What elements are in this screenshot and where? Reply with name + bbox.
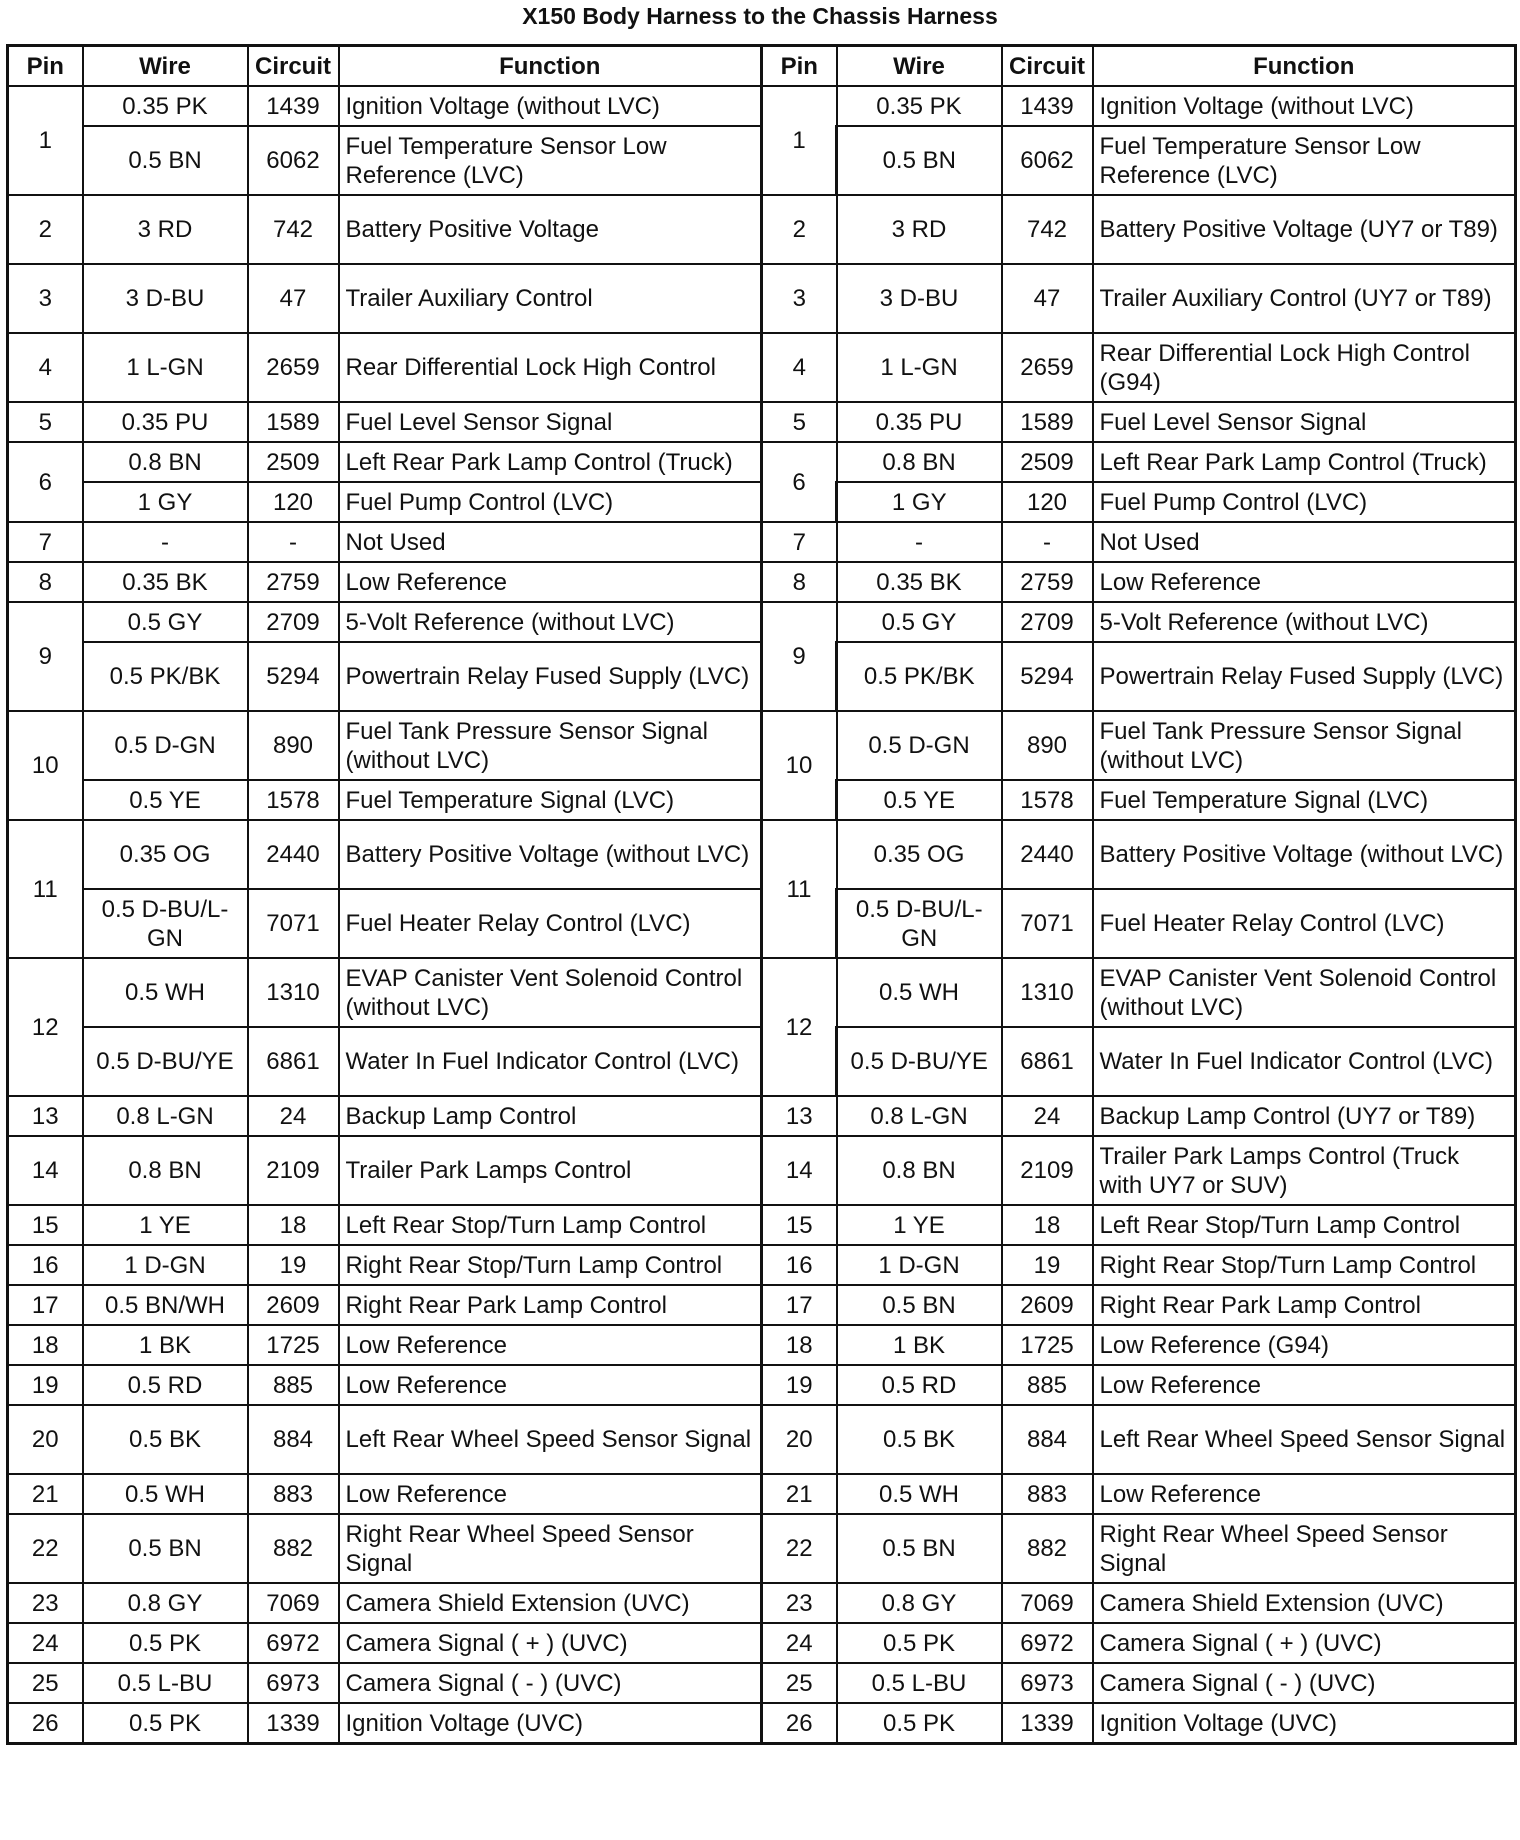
wire-cell: 0.5 D-BU/L-GN bbox=[83, 889, 248, 958]
circuit-cell: 2109 bbox=[1002, 1136, 1093, 1205]
pin-cell: 14 bbox=[8, 1136, 83, 1205]
wire-cell: 1 L-GN bbox=[837, 333, 1002, 402]
circuit-cell: 2509 bbox=[248, 442, 339, 482]
circuit-cell: 1589 bbox=[1002, 402, 1093, 442]
function-cell: 5-Volt Reference (without LVC) bbox=[1093, 602, 1516, 642]
circuit-cell: 742 bbox=[1002, 195, 1093, 264]
table-row bbox=[8, 958, 1516, 1027]
wire-cell: 0.8 L-GN bbox=[837, 1096, 1002, 1136]
pin-cell: 25 bbox=[762, 1663, 837, 1703]
function-cell: Low Reference bbox=[1093, 1365, 1516, 1405]
header-circuit-left: Circuit bbox=[248, 46, 339, 87]
circuit-cell: 6861 bbox=[248, 1027, 339, 1096]
function-cell: Fuel Pump Control (LVC) bbox=[1093, 482, 1516, 522]
circuit-cell: 884 bbox=[1002, 1405, 1093, 1474]
function-cell: Right Rear Stop/Turn Lamp Control bbox=[339, 1245, 762, 1285]
circuit-cell: 2659 bbox=[1002, 333, 1093, 402]
wire-cell: 0.5 RD bbox=[83, 1365, 248, 1405]
circuit-cell: 6861 bbox=[1002, 1027, 1093, 1096]
pin-cell: 24 bbox=[762, 1623, 837, 1663]
circuit-cell: 2509 bbox=[1002, 442, 1093, 482]
table-row bbox=[8, 1663, 1516, 1703]
wire-cell: - bbox=[83, 522, 248, 562]
function-cell: Low Reference bbox=[339, 562, 762, 602]
pin-cell: 1 bbox=[8, 86, 83, 195]
table-row bbox=[8, 1325, 1516, 1365]
function-cell: Powertrain Relay Fused Supply (LVC) bbox=[1093, 642, 1516, 711]
function-cell: 5-Volt Reference (without LVC) bbox=[339, 602, 762, 642]
table-row bbox=[8, 522, 1516, 562]
function-cell: Fuel Heater Relay Control (LVC) bbox=[339, 889, 762, 958]
table-row bbox=[8, 1136, 1516, 1205]
table-title: X150 Body Harness to the Chassis Harness bbox=[522, 3, 998, 29]
table-row bbox=[8, 402, 1516, 442]
wire-cell: 0.35 PU bbox=[83, 402, 248, 442]
wire-cell: 0.5 YE bbox=[83, 780, 248, 820]
function-cell: Battery Positive Voltage (UY7 or T89) bbox=[1093, 195, 1516, 264]
circuit-cell: 1578 bbox=[1002, 780, 1093, 820]
circuit-cell: 7069 bbox=[248, 1583, 339, 1623]
pin-cell: 1 bbox=[762, 86, 837, 195]
function-cell: Right Rear Park Lamp Control bbox=[339, 1285, 762, 1325]
table-row bbox=[8, 442, 1516, 482]
pin-cell: 22 bbox=[8, 1514, 83, 1583]
wire-cell: 0.5 WH bbox=[83, 958, 248, 1027]
table-row bbox=[8, 602, 1516, 642]
function-cell: Ignition Voltage (without LVC) bbox=[1093, 86, 1516, 126]
wire-cell: 1 YE bbox=[837, 1205, 1002, 1245]
circuit-cell: 882 bbox=[248, 1514, 339, 1583]
pin-cell: 10 bbox=[762, 711, 837, 820]
table-row bbox=[8, 86, 1516, 126]
function-cell: Low Reference bbox=[339, 1365, 762, 1405]
function-cell: Trailer Park Lamps Control (Truck with UY7 or SUV) bbox=[1093, 1136, 1516, 1205]
function-cell: Left Rear Wheel Speed Sensor Signal bbox=[1093, 1405, 1516, 1474]
circuit-cell: 7071 bbox=[1002, 889, 1093, 958]
circuit-cell: 742 bbox=[248, 195, 339, 264]
wire-cell: 0.5 PK bbox=[837, 1703, 1002, 1744]
circuit-cell: 1310 bbox=[1002, 958, 1093, 1027]
wire-cell: 1 YE bbox=[83, 1205, 248, 1245]
function-cell: Trailer Park Lamps Control bbox=[339, 1136, 762, 1205]
wire-cell: 0.8 BN bbox=[83, 442, 248, 482]
pin-cell: 16 bbox=[8, 1245, 83, 1285]
circuit-cell: 47 bbox=[248, 264, 339, 333]
wire-cell: 1 GY bbox=[83, 482, 248, 522]
header-circuit-right: Circuit bbox=[1002, 46, 1093, 87]
function-cell: Battery Positive Voltage (without LVC) bbox=[339, 820, 762, 889]
wire-cell: 0.8 GY bbox=[83, 1583, 248, 1623]
table-row bbox=[8, 195, 1516, 264]
circuit-cell: 890 bbox=[248, 711, 339, 780]
pin-cell: 3 bbox=[8, 264, 83, 333]
function-cell: Battery Positive Voltage (without LVC) bbox=[1093, 820, 1516, 889]
wire-cell: 0.5 BN/WH bbox=[83, 1285, 248, 1325]
circuit-cell: 1339 bbox=[1002, 1703, 1093, 1744]
header-pin-left: Pin bbox=[8, 46, 83, 87]
wire-cell: 3 D-BU bbox=[837, 264, 1002, 333]
wire-cell: 0.5 GY bbox=[83, 602, 248, 642]
circuit-cell: 120 bbox=[248, 482, 339, 522]
pin-cell: 2 bbox=[8, 195, 83, 264]
wire-cell: 1 D-GN bbox=[83, 1245, 248, 1285]
function-cell: Backup Lamp Control (UY7 or T89) bbox=[1093, 1096, 1516, 1136]
function-cell: Camera Shield Extension (UVC) bbox=[339, 1583, 762, 1623]
circuit-cell: 19 bbox=[1002, 1245, 1093, 1285]
wire-cell: 0.5 PK bbox=[837, 1623, 1002, 1663]
circuit-cell: 2759 bbox=[248, 562, 339, 602]
header-pin-right: Pin bbox=[762, 46, 837, 87]
circuit-cell: 2709 bbox=[248, 602, 339, 642]
wire-cell: 0.5 PK/BK bbox=[837, 642, 1002, 711]
pin-cell: 26 bbox=[762, 1703, 837, 1744]
pin-cell: 12 bbox=[8, 958, 83, 1096]
pin-cell: 13 bbox=[8, 1096, 83, 1136]
circuit-cell: 2440 bbox=[1002, 820, 1093, 889]
wire-cell: 0.5 BK bbox=[837, 1405, 1002, 1474]
function-cell: Backup Lamp Control bbox=[339, 1096, 762, 1136]
circuit-cell: 885 bbox=[1002, 1365, 1093, 1405]
wire-cell: 0.5 D-BU/L-GN bbox=[837, 889, 1002, 958]
function-cell: Water In Fuel Indicator Control (LVC) bbox=[339, 1027, 762, 1096]
function-cell: Left Rear Stop/Turn Lamp Control bbox=[1093, 1205, 1516, 1245]
table-row bbox=[8, 820, 1516, 889]
pin-cell: 3 bbox=[762, 264, 837, 333]
wire-cell: 0.5 BN bbox=[83, 1514, 248, 1583]
pin-cell: 21 bbox=[762, 1474, 837, 1514]
circuit-cell: 1310 bbox=[248, 958, 339, 1027]
circuit-cell: 2609 bbox=[1002, 1285, 1093, 1325]
function-cell: Water In Fuel Indicator Control (LVC) bbox=[1093, 1027, 1516, 1096]
pin-cell: 8 bbox=[8, 562, 83, 602]
circuit-cell: 6062 bbox=[248, 126, 339, 195]
pin-cell: 17 bbox=[8, 1285, 83, 1325]
wire-cell: 0.35 OG bbox=[83, 820, 248, 889]
pin-cell: 10 bbox=[8, 711, 83, 820]
function-cell: Low Reference bbox=[339, 1325, 762, 1365]
function-cell: Left Rear Wheel Speed Sensor Signal bbox=[339, 1405, 762, 1474]
pin-cell: 16 bbox=[762, 1245, 837, 1285]
wire-cell: 0.35 PU bbox=[837, 402, 1002, 442]
circuit-cell: 6973 bbox=[1002, 1663, 1093, 1703]
pin-cell: 6 bbox=[8, 442, 83, 522]
function-cell: Rear Differential Lock High Control bbox=[339, 333, 762, 402]
wire-cell: 0.5 BN bbox=[83, 126, 248, 195]
circuit-cell: 7069 bbox=[1002, 1583, 1093, 1623]
wire-cell: 0.5 BN bbox=[837, 126, 1002, 195]
function-cell: EVAP Canister Vent Solenoid Control (without LVC) bbox=[339, 958, 762, 1027]
function-cell: Ignition Voltage (without LVC) bbox=[339, 86, 762, 126]
wire-cell: 0.5 WH bbox=[837, 1474, 1002, 1514]
wire-cell: 0.8 GY bbox=[837, 1583, 1002, 1623]
pin-cell: 14 bbox=[762, 1136, 837, 1205]
circuit-cell: 890 bbox=[1002, 711, 1093, 780]
pin-cell: 24 bbox=[8, 1623, 83, 1663]
pin-cell: 12 bbox=[762, 958, 837, 1096]
circuit-cell: 2109 bbox=[248, 1136, 339, 1205]
function-cell: Battery Positive Voltage bbox=[339, 195, 762, 264]
function-cell: Camera Signal ( - ) (UVC) bbox=[1093, 1663, 1516, 1703]
pin-cell: 4 bbox=[8, 333, 83, 402]
function-cell: Trailer Auxiliary Control (UY7 or T89) bbox=[1093, 264, 1516, 333]
circuit-cell: 2440 bbox=[248, 820, 339, 889]
circuit-cell: 1339 bbox=[248, 1703, 339, 1744]
circuit-cell: 6972 bbox=[1002, 1623, 1093, 1663]
wire-cell: 0.5 PK bbox=[83, 1623, 248, 1663]
pin-cell: 20 bbox=[762, 1405, 837, 1474]
wire-cell: 0.35 BK bbox=[83, 562, 248, 602]
pin-cell: 13 bbox=[762, 1096, 837, 1136]
wire-cell: 0.5 WH bbox=[837, 958, 1002, 1027]
circuit-cell: 883 bbox=[248, 1474, 339, 1514]
circuit-cell: 24 bbox=[1002, 1096, 1093, 1136]
circuit-cell: 884 bbox=[248, 1405, 339, 1474]
pin-cell: 6 bbox=[762, 442, 837, 522]
connector-pinout-table bbox=[6, 44, 1517, 1745]
wire-cell: 0.5 D-BU/YE bbox=[837, 1027, 1002, 1096]
function-cell: Powertrain Relay Fused Supply (LVC) bbox=[339, 642, 762, 711]
pin-cell: 19 bbox=[8, 1365, 83, 1405]
function-cell: Right Rear Park Lamp Control bbox=[1093, 1285, 1516, 1325]
function-cell: Low Reference bbox=[1093, 1474, 1516, 1514]
table-row bbox=[8, 1096, 1516, 1136]
circuit-cell: 18 bbox=[1002, 1205, 1093, 1245]
wire-cell: 3 D-BU bbox=[83, 264, 248, 333]
wire-cell: 0.5 D-BU/YE bbox=[83, 1027, 248, 1096]
function-cell: Camera Shield Extension (UVC) bbox=[1093, 1583, 1516, 1623]
table-row bbox=[8, 1583, 1516, 1623]
pin-cell: 17 bbox=[762, 1285, 837, 1325]
table-row bbox=[8, 1205, 1516, 1245]
pin-cell: 23 bbox=[762, 1583, 837, 1623]
wire-cell: 0.8 BN bbox=[837, 442, 1002, 482]
circuit-cell: 2759 bbox=[1002, 562, 1093, 602]
table-row bbox=[8, 562, 1516, 602]
pin-cell: 2 bbox=[762, 195, 837, 264]
function-cell: Fuel Tank Pressure Sensor Signal (without LVC) bbox=[339, 711, 762, 780]
function-cell: Right Rear Wheel Speed Sensor Signal bbox=[339, 1514, 762, 1583]
circuit-cell: 2659 bbox=[248, 333, 339, 402]
wire-cell: 0.5 GY bbox=[837, 602, 1002, 642]
function-cell: Camera Signal ( + ) (UVC) bbox=[339, 1623, 762, 1663]
table-body bbox=[8, 86, 1516, 1744]
circuit-cell: 24 bbox=[248, 1096, 339, 1136]
header-function-left: Function bbox=[339, 46, 762, 87]
pin-cell: 4 bbox=[762, 333, 837, 402]
wire-cell: 0.5 L-BU bbox=[837, 1663, 1002, 1703]
pin-cell: 18 bbox=[762, 1325, 837, 1365]
header-row bbox=[8, 46, 1516, 87]
wire-cell: 0.5 WH bbox=[83, 1474, 248, 1514]
function-cell: Ignition Voltage (UVC) bbox=[339, 1703, 762, 1744]
pin-cell: 23 bbox=[8, 1583, 83, 1623]
function-cell: Fuel Temperature Sensor Low Reference (LVC) bbox=[339, 126, 762, 195]
function-cell: Fuel Level Sensor Signal bbox=[1093, 402, 1516, 442]
circuit-cell: 1439 bbox=[1002, 86, 1093, 126]
table-row bbox=[8, 1623, 1516, 1663]
table-row bbox=[8, 711, 1516, 780]
circuit-cell: 19 bbox=[248, 1245, 339, 1285]
function-cell: Fuel Temperature Signal (LVC) bbox=[339, 780, 762, 820]
header-function-right: Function bbox=[1093, 46, 1516, 87]
pin-cell: 8 bbox=[762, 562, 837, 602]
function-cell: Fuel Pump Control (LVC) bbox=[339, 482, 762, 522]
function-cell: Left Rear Park Lamp Control (Truck) bbox=[1093, 442, 1516, 482]
pin-cell: 15 bbox=[8, 1205, 83, 1245]
wire-cell: 0.5 YE bbox=[837, 780, 1002, 820]
function-cell: Camera Signal ( - ) (UVC) bbox=[339, 1663, 762, 1703]
circuit-cell: 1589 bbox=[248, 402, 339, 442]
function-cell: Trailer Auxiliary Control bbox=[339, 264, 762, 333]
wire-cell: - bbox=[837, 522, 1002, 562]
table-row bbox=[8, 1514, 1516, 1583]
function-cell: Low Reference bbox=[1093, 562, 1516, 602]
wire-cell: 0.5 PK/BK bbox=[83, 642, 248, 711]
circuit-cell: 6062 bbox=[1002, 126, 1093, 195]
circuit-cell: 1725 bbox=[1002, 1325, 1093, 1365]
wire-cell: 1 GY bbox=[837, 482, 1002, 522]
function-cell: Low Reference bbox=[339, 1474, 762, 1514]
wire-cell: 0.8 L-GN bbox=[83, 1096, 248, 1136]
table-row bbox=[8, 1474, 1516, 1514]
circuit-cell: 5294 bbox=[248, 642, 339, 711]
wire-cell: 3 RD bbox=[837, 195, 1002, 264]
wire-cell: 1 L-GN bbox=[83, 333, 248, 402]
wire-cell: 0.5 D-GN bbox=[83, 711, 248, 780]
pin-cell: 7 bbox=[8, 522, 83, 562]
wire-cell: 0.35 PK bbox=[837, 86, 1002, 126]
circuit-cell: 2609 bbox=[248, 1285, 339, 1325]
function-cell: Left Rear Park Lamp Control (Truck) bbox=[339, 442, 762, 482]
circuit-cell: 882 bbox=[1002, 1514, 1093, 1583]
circuit-cell: 1725 bbox=[248, 1325, 339, 1365]
circuit-cell: 885 bbox=[248, 1365, 339, 1405]
wire-cell: 0.5 BK bbox=[83, 1405, 248, 1474]
circuit-cell: - bbox=[248, 522, 339, 562]
function-cell: Left Rear Stop/Turn Lamp Control bbox=[339, 1205, 762, 1245]
pin-cell: 20 bbox=[8, 1405, 83, 1474]
table-row bbox=[8, 1405, 1516, 1474]
pin-cell: 11 bbox=[8, 820, 83, 958]
function-cell: Right Rear Wheel Speed Sensor Signal bbox=[1093, 1514, 1516, 1583]
circuit-cell: 1578 bbox=[248, 780, 339, 820]
function-cell: Rear Differential Lock High Control (G94) bbox=[1093, 333, 1516, 402]
wire-cell: 0.5 PK bbox=[83, 1703, 248, 1744]
wire-cell: 0.5 BN bbox=[837, 1514, 1002, 1583]
pin-cell: 9 bbox=[8, 602, 83, 711]
wire-cell: 3 RD bbox=[83, 195, 248, 264]
wire-cell: 0.35 PK bbox=[83, 86, 248, 126]
function-cell: Camera Signal ( + ) (UVC) bbox=[1093, 1623, 1516, 1663]
function-cell: EVAP Canister Vent Solenoid Control (without LVC) bbox=[1093, 958, 1516, 1027]
pin-cell: 18 bbox=[8, 1325, 83, 1365]
circuit-cell: - bbox=[1002, 522, 1093, 562]
wire-cell: 0.5 D-GN bbox=[837, 711, 1002, 780]
pin-cell: 11 bbox=[762, 820, 837, 958]
pin-cell: 9 bbox=[762, 602, 837, 711]
table-row bbox=[8, 1245, 1516, 1285]
circuit-cell: 1439 bbox=[248, 86, 339, 126]
table-row bbox=[8, 1285, 1516, 1325]
function-cell: Fuel Level Sensor Signal bbox=[339, 402, 762, 442]
pin-cell: 5 bbox=[762, 402, 837, 442]
circuit-cell: 6973 bbox=[248, 1663, 339, 1703]
pin-cell: 21 bbox=[8, 1474, 83, 1514]
function-cell: Ignition Voltage (UVC) bbox=[1093, 1703, 1516, 1744]
wire-cell: 0.8 BN bbox=[83, 1136, 248, 1205]
function-cell: Fuel Tank Pressure Sensor Signal (without LVC) bbox=[1093, 711, 1516, 780]
wire-cell: 0.5 BN bbox=[837, 1285, 1002, 1325]
table-row bbox=[8, 264, 1516, 333]
table-row bbox=[8, 1703, 1516, 1744]
pin-cell: 25 bbox=[8, 1663, 83, 1703]
circuit-cell: 2709 bbox=[1002, 602, 1093, 642]
wire-cell: 0.35 OG bbox=[837, 820, 1002, 889]
function-cell: Right Rear Stop/Turn Lamp Control bbox=[1093, 1245, 1516, 1285]
wire-cell: 0.8 BN bbox=[837, 1136, 1002, 1205]
function-cell: Low Reference (G94) bbox=[1093, 1325, 1516, 1365]
circuit-cell: 5294 bbox=[1002, 642, 1093, 711]
wire-cell: 0.5 RD bbox=[837, 1365, 1002, 1405]
pin-cell: 26 bbox=[8, 1703, 83, 1744]
wire-cell: 0.35 BK bbox=[837, 562, 1002, 602]
circuit-cell: 120 bbox=[1002, 482, 1093, 522]
pin-cell: 15 bbox=[762, 1205, 837, 1245]
circuit-cell: 47 bbox=[1002, 264, 1093, 333]
function-cell: Not Used bbox=[339, 522, 762, 562]
pin-cell: 5 bbox=[8, 402, 83, 442]
function-cell: Not Used bbox=[1093, 522, 1516, 562]
table-row bbox=[8, 333, 1516, 402]
table-row bbox=[8, 1365, 1516, 1405]
circuit-cell: 6972 bbox=[248, 1623, 339, 1663]
circuit-cell: 7071 bbox=[248, 889, 339, 958]
function-cell: Fuel Temperature Signal (LVC) bbox=[1093, 780, 1516, 820]
function-cell: Fuel Temperature Sensor Low Reference (LVC) bbox=[1093, 126, 1516, 195]
wire-cell: 1 D-GN bbox=[837, 1245, 1002, 1285]
wire-cell: 0.5 L-BU bbox=[83, 1663, 248, 1703]
pin-cell: 22 bbox=[762, 1514, 837, 1583]
pin-cell: 7 bbox=[762, 522, 837, 562]
pin-cell: 19 bbox=[762, 1365, 837, 1405]
wire-cell: 1 BK bbox=[83, 1325, 248, 1365]
circuit-cell: 18 bbox=[248, 1205, 339, 1245]
function-cell: Fuel Heater Relay Control (LVC) bbox=[1093, 889, 1516, 958]
wire-cell: 1 BK bbox=[837, 1325, 1002, 1365]
circuit-cell: 883 bbox=[1002, 1474, 1093, 1514]
header-wire-right: Wire bbox=[837, 46, 1002, 87]
header-wire-left: Wire bbox=[83, 46, 248, 87]
